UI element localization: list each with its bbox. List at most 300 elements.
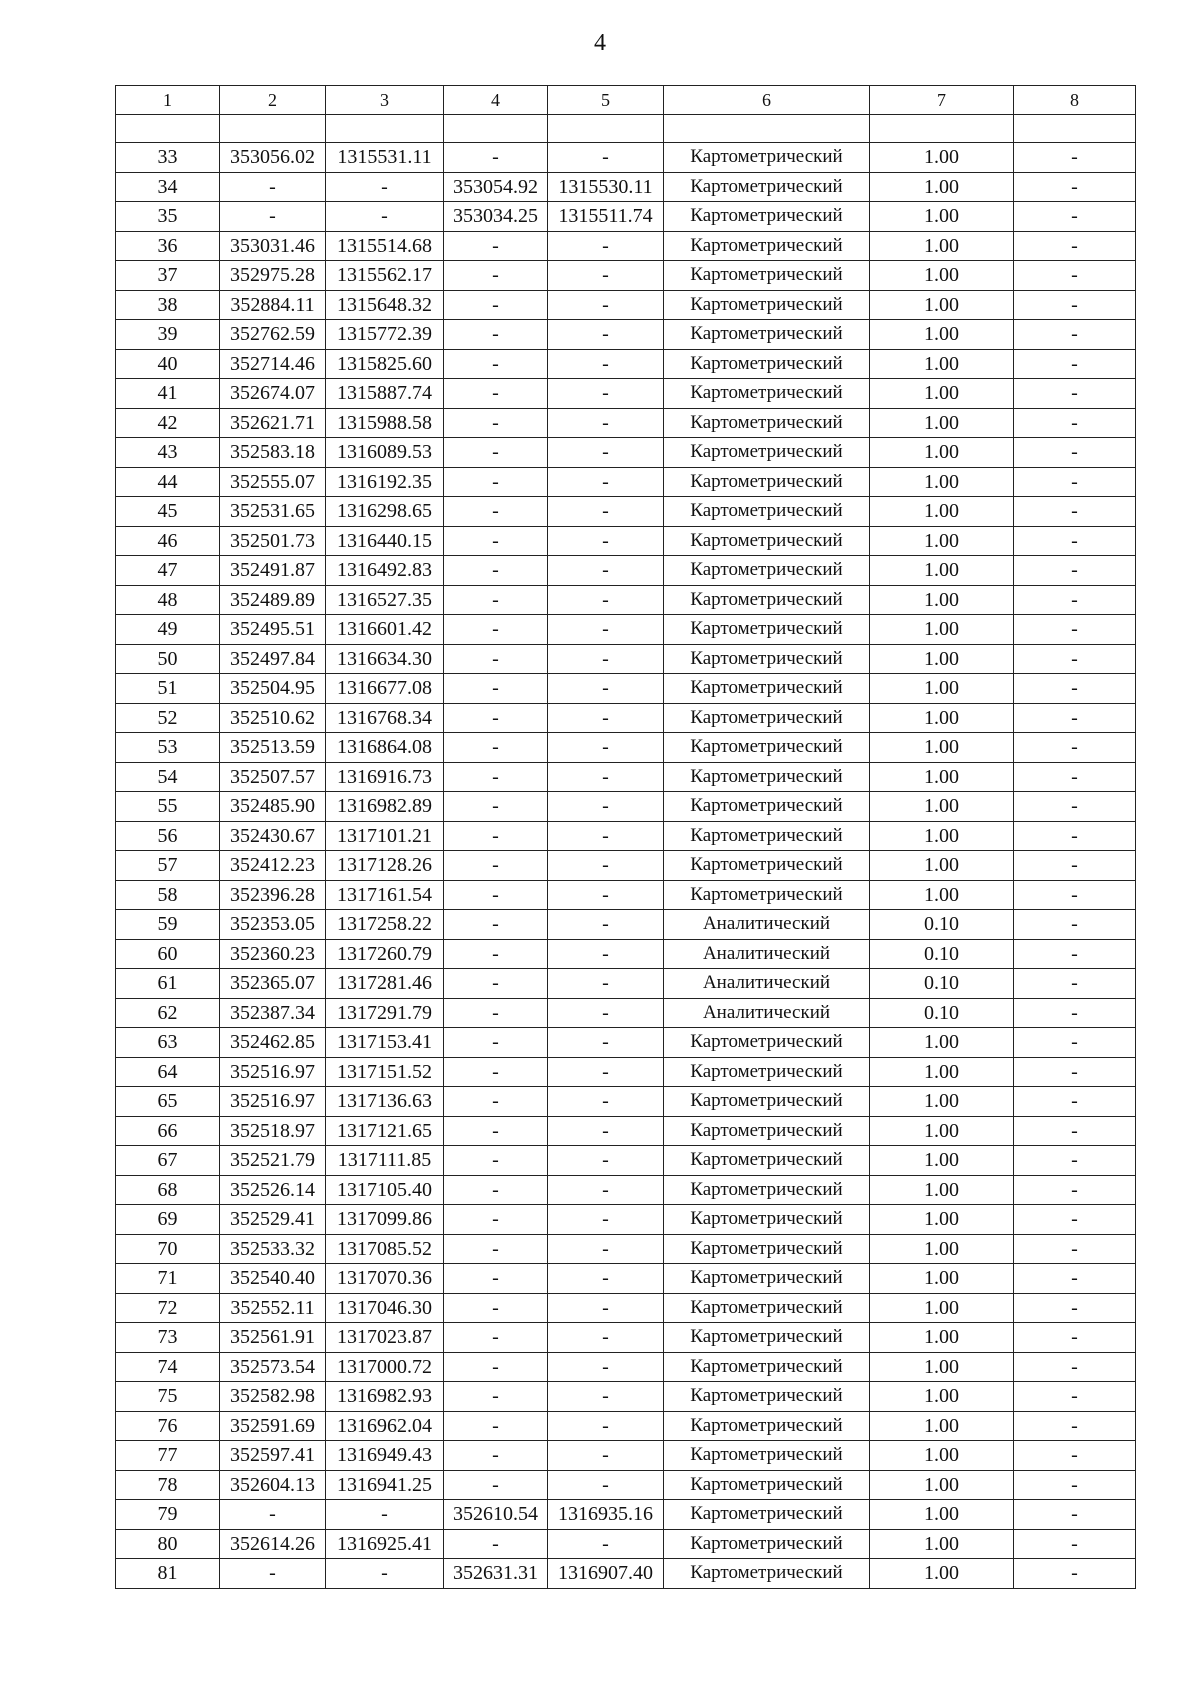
table-cell: 49 (116, 615, 220, 645)
table-cell: 1.00 (870, 1382, 1014, 1412)
table-cell: Картометрический (664, 1470, 870, 1500)
table-cell: Картометрический (664, 143, 870, 173)
table-cell: - (1014, 1559, 1136, 1589)
table-cell: Картометрический (664, 231, 870, 261)
table-cell: - (1014, 438, 1136, 468)
table-cell: Картометрический (664, 261, 870, 291)
table-cell: - (548, 851, 664, 881)
table-cell: - (444, 1116, 548, 1146)
table-cell: 1316935.16 (548, 1500, 664, 1530)
table-cell: - (1014, 969, 1136, 999)
table-cell: 1316440.15 (326, 526, 444, 556)
table-row (116, 644, 1136, 674)
table-cell: 1315772.39 (326, 320, 444, 350)
table-cell: - (1014, 733, 1136, 763)
table-row (116, 1264, 1136, 1294)
table-cell: 1316192.35 (326, 467, 444, 497)
table-row (116, 674, 1136, 704)
table-cell: 1317258.22 (326, 910, 444, 940)
table-cell: 352582.98 (220, 1382, 326, 1412)
table-cell: - (326, 172, 444, 202)
table-row (116, 880, 1136, 910)
table-cell: - (444, 762, 548, 792)
table-cell: 45 (116, 497, 220, 527)
table-cell: 352762.59 (220, 320, 326, 350)
table-cell: 1316982.93 (326, 1382, 444, 1412)
table-cell: - (1014, 998, 1136, 1028)
table-row (116, 467, 1136, 497)
table-row (116, 851, 1136, 881)
table-cell: 1.00 (870, 1175, 1014, 1205)
table-cell: 53 (116, 733, 220, 763)
table-cell: 1.00 (870, 1028, 1014, 1058)
table-cell: 66 (116, 1116, 220, 1146)
table-row (116, 1205, 1136, 1235)
table-cell: 352501.73 (220, 526, 326, 556)
table-cell: 1.00 (870, 202, 1014, 232)
table-cell: 1315530.11 (548, 172, 664, 202)
table-cell: 81 (116, 1559, 220, 1589)
table-cell: - (548, 1234, 664, 1264)
table-cell: - (1014, 526, 1136, 556)
table-cell: - (1014, 939, 1136, 969)
table-cell: - (444, 1441, 548, 1471)
table-cell: - (1014, 762, 1136, 792)
table-cell: 51 (116, 674, 220, 704)
table-cell: - (548, 1323, 664, 1353)
table-cell: - (444, 910, 548, 940)
table-cell: 352610.54 (444, 1500, 548, 1530)
table-cell: 78 (116, 1470, 220, 1500)
table-row (116, 1028, 1136, 1058)
table-cell: 46 (116, 526, 220, 556)
table-cell: 71 (116, 1264, 220, 1294)
table-cell: - (444, 585, 548, 615)
table-cell: 0.10 (870, 910, 1014, 940)
table-cell: - (444, 1529, 548, 1559)
table-cell: - (220, 1500, 326, 1530)
table-cell: 1317105.40 (326, 1175, 444, 1205)
table-row (116, 1234, 1136, 1264)
table-cell: - (548, 379, 664, 409)
table-cell: 1.00 (870, 438, 1014, 468)
table-cell: Картометрический (664, 1352, 870, 1382)
table-cell: 352491.87 (220, 556, 326, 586)
table-row (116, 1441, 1136, 1471)
table-cell: - (548, 998, 664, 1028)
table-cell: - (548, 880, 664, 910)
table-row (116, 1323, 1136, 1353)
table-cell: Аналитический (664, 969, 870, 999)
table-cell: 1316492.83 (326, 556, 444, 586)
table-cell: Картометрический (664, 290, 870, 320)
table-cell: Картометрический (664, 1323, 870, 1353)
table-cell: 77 (116, 1441, 220, 1471)
table-cell: - (548, 1352, 664, 1382)
table-cell: - (444, 497, 548, 527)
table-cell: 37 (116, 261, 220, 291)
table-cell: 352516.97 (220, 1087, 326, 1117)
table-cell: 1.00 (870, 733, 1014, 763)
table-cell: Картометрический (664, 438, 870, 468)
table-cell: 34 (116, 172, 220, 202)
table-cell: 352485.90 (220, 792, 326, 822)
table-cell: - (444, 703, 548, 733)
table-cell: 60 (116, 939, 220, 969)
table-cell: 1316864.08 (326, 733, 444, 763)
table-cell: 1.00 (870, 1411, 1014, 1441)
table-cell: - (1014, 497, 1136, 527)
table-cell: 1316768.34 (326, 703, 444, 733)
table-cell: 352526.14 (220, 1175, 326, 1205)
table-row (116, 556, 1136, 586)
table-cell: 1.00 (870, 585, 1014, 615)
table-cell: - (548, 615, 664, 645)
table-cell: Картометрический (664, 467, 870, 497)
table-cell: Картометрический (664, 851, 870, 881)
table-cell: 39 (116, 320, 220, 350)
table-cell: 1.00 (870, 556, 1014, 586)
table-cell: 352573.54 (220, 1352, 326, 1382)
table-cell: 352516.97 (220, 1057, 326, 1087)
table-cell: 1.00 (870, 1264, 1014, 1294)
table-cell: 1317023.87 (326, 1323, 444, 1353)
table-cell: Картометрический (664, 556, 870, 586)
table-cell: - (444, 349, 548, 379)
table-cell: - (548, 1116, 664, 1146)
table-cell: - (548, 1028, 664, 1058)
table-cell: 352510.62 (220, 703, 326, 733)
table-cell: - (444, 1057, 548, 1087)
table-cell: Картометрический (664, 1234, 870, 1264)
table-cell: - (1014, 821, 1136, 851)
table-cell: 74 (116, 1352, 220, 1382)
table-cell: - (548, 1205, 664, 1235)
table-cell: - (444, 261, 548, 291)
table-cell: - (326, 202, 444, 232)
table-row (116, 910, 1136, 940)
table-cell: - (1014, 674, 1136, 704)
table-row (116, 1411, 1136, 1441)
table-cell: Аналитический (664, 998, 870, 1028)
table-cell (444, 115, 548, 143)
table-cell: 79 (116, 1500, 220, 1530)
table-cell: 352507.57 (220, 762, 326, 792)
table-cell: 55 (116, 792, 220, 822)
table-cell: - (1014, 1441, 1136, 1471)
table-cell: - (1014, 143, 1136, 173)
table-cell: 1316634.30 (326, 644, 444, 674)
table-cell: Картометрический (664, 1529, 870, 1559)
table-cell: - (444, 526, 548, 556)
table-cell: 1315988.58 (326, 408, 444, 438)
table-cell: - (444, 851, 548, 881)
table-cell: 1317000.72 (326, 1352, 444, 1382)
table-cell: 352714.46 (220, 349, 326, 379)
table-cell: - (444, 1234, 548, 1264)
table-cell: - (1014, 1529, 1136, 1559)
table-cell: - (444, 1352, 548, 1382)
table-cell: 1.00 (870, 821, 1014, 851)
table-cell: 1316941.25 (326, 1470, 444, 1500)
table-cell: 1.00 (870, 526, 1014, 556)
table-cell: 62 (116, 998, 220, 1028)
table-cell: - (444, 1146, 548, 1176)
table-cell: - (444, 1175, 548, 1205)
table-cell: 76 (116, 1411, 220, 1441)
table-cell: 1317291.79 (326, 998, 444, 1028)
table-cell: 1.00 (870, 1146, 1014, 1176)
table-row (116, 1087, 1136, 1117)
table-cell: - (1014, 1382, 1136, 1412)
header-cell: 8 (1014, 86, 1136, 115)
table-cell: 1.00 (870, 1470, 1014, 1500)
table-cell: - (444, 1411, 548, 1441)
table-cell: - (444, 1028, 548, 1058)
header-cell: 5 (548, 86, 664, 115)
table-cell: - (548, 969, 664, 999)
table-cell: 1.00 (870, 320, 1014, 350)
table-row (116, 998, 1136, 1028)
table-cell: 1.00 (870, 1500, 1014, 1530)
table-cell: 352583.18 (220, 438, 326, 468)
table-cell: 353034.25 (444, 202, 548, 232)
table-cell: - (1014, 1028, 1136, 1058)
table-cell: 50 (116, 644, 220, 674)
table-cell: - (444, 231, 548, 261)
table-cell (664, 115, 870, 143)
table-cell: 1315562.17 (326, 261, 444, 291)
table-cell: - (444, 939, 548, 969)
table-cell: - (1014, 1411, 1136, 1441)
table-cell: 1.00 (870, 1087, 1014, 1117)
table-cell: 1316925.41 (326, 1529, 444, 1559)
table-cell: - (444, 998, 548, 1028)
table-cell: - (1014, 1116, 1136, 1146)
table-cell: 36 (116, 231, 220, 261)
table-cell: - (1014, 261, 1136, 291)
table-cell: 1.00 (870, 172, 1014, 202)
table-cell: - (1014, 1470, 1136, 1500)
table-row (116, 1382, 1136, 1412)
table-cell: 352462.85 (220, 1028, 326, 1058)
table-cell: - (444, 733, 548, 763)
table-cell: 1.00 (870, 1529, 1014, 1559)
table-cell: 1.00 (870, 1205, 1014, 1235)
table-cell: 352387.34 (220, 998, 326, 1028)
table-cell: 67 (116, 1146, 220, 1176)
table-cell: - (1014, 1175, 1136, 1205)
table-cell: 352631.31 (444, 1559, 548, 1589)
coordinates-table (115, 85, 1136, 1589)
table-row (116, 1352, 1136, 1382)
table-cell: Картометрический (664, 1205, 870, 1235)
table-cell: - (548, 1264, 664, 1294)
table-cell: - (548, 1293, 664, 1323)
table-cell: Картометрический (664, 1175, 870, 1205)
table-cell: 352353.05 (220, 910, 326, 940)
table-cell: - (548, 1441, 664, 1471)
table-cell: - (1014, 880, 1136, 910)
table-cell: 1317121.65 (326, 1116, 444, 1146)
table-cell: 352521.79 (220, 1146, 326, 1176)
table-cell: 63 (116, 1028, 220, 1058)
table-cell: 1.00 (870, 290, 1014, 320)
page-number: 4 (594, 30, 606, 56)
table-cell: - (1014, 556, 1136, 586)
table-cell: 1317101.21 (326, 821, 444, 851)
table-cell: 73 (116, 1323, 220, 1353)
table-cell: 1.00 (870, 1293, 1014, 1323)
table-cell: - (1014, 379, 1136, 409)
table-cell: 69 (116, 1205, 220, 1235)
table-row (116, 703, 1136, 733)
table-cell: - (548, 526, 664, 556)
table-cell: - (1014, 202, 1136, 232)
table-cell: Картометрический (664, 497, 870, 527)
table-cell: 1.00 (870, 762, 1014, 792)
table-cell: - (1014, 1293, 1136, 1323)
table-cell (326, 115, 444, 143)
table-cell: - (1014, 1234, 1136, 1264)
table-cell: - (444, 1323, 548, 1353)
table-row (116, 379, 1136, 409)
table-cell: Картометрический (664, 644, 870, 674)
table-empty-row (116, 115, 1136, 143)
table-cell: - (548, 497, 664, 527)
table-cell: Картометрический (664, 408, 870, 438)
table-cell: Картометрический (664, 349, 870, 379)
table-row (116, 261, 1136, 291)
table-cell: 56 (116, 821, 220, 851)
table-cell: 41 (116, 379, 220, 409)
table-cell: - (548, 703, 664, 733)
table-cell: 352489.89 (220, 585, 326, 615)
table-cell: - (326, 1500, 444, 1530)
table-cell: Аналитический (664, 910, 870, 940)
table-row (116, 290, 1136, 320)
table-cell: - (548, 231, 664, 261)
table-cell: 0.10 (870, 998, 1014, 1028)
table-cell: - (548, 733, 664, 763)
table-cell: 1317161.54 (326, 880, 444, 910)
table-cell: Картометрический (664, 615, 870, 645)
header-cell: 1 (116, 86, 220, 115)
header-cell: 2 (220, 86, 326, 115)
table-cell: 70 (116, 1234, 220, 1264)
table-cell: - (548, 349, 664, 379)
table-cell: - (548, 1146, 664, 1176)
table-row (116, 1175, 1136, 1205)
table-row (116, 733, 1136, 763)
table-cell: 353031.46 (220, 231, 326, 261)
table-cell: 352540.40 (220, 1264, 326, 1294)
table-cell: - (1014, 1264, 1136, 1294)
table-cell: 1315514.68 (326, 231, 444, 261)
table-row (116, 762, 1136, 792)
table-cell: 1.00 (870, 792, 1014, 822)
table-cell: - (1014, 1057, 1136, 1087)
table-row (116, 143, 1136, 173)
table-cell: 1315887.74 (326, 379, 444, 409)
table-cell: 57 (116, 851, 220, 881)
table-cell: 1315531.11 (326, 143, 444, 173)
table-cell: 352533.32 (220, 1234, 326, 1264)
table-cell: Картометрический (664, 526, 870, 556)
header-cell: 7 (870, 86, 1014, 115)
table-cell: 0.10 (870, 939, 1014, 969)
table-cell: 72 (116, 1293, 220, 1323)
table-cell: - (548, 821, 664, 851)
table-row (116, 939, 1136, 969)
table-cell: 1.00 (870, 231, 1014, 261)
table-cell: - (548, 438, 664, 468)
table-cell: Картометрический (664, 585, 870, 615)
table-cell: 1316916.73 (326, 762, 444, 792)
table-cell: 54 (116, 762, 220, 792)
table-cell: 35 (116, 202, 220, 232)
table-cell: Картометрический (664, 792, 870, 822)
table-cell: 38 (116, 290, 220, 320)
table-cell: 1316298.65 (326, 497, 444, 527)
table-cell: - (444, 408, 548, 438)
table-cell: 352529.41 (220, 1205, 326, 1235)
table-cell: - (548, 762, 664, 792)
table-cell: - (444, 969, 548, 999)
table-cell: 352561.91 (220, 1323, 326, 1353)
table-cell: 1.00 (870, 1352, 1014, 1382)
table-cell: 75 (116, 1382, 220, 1412)
table-cell (220, 115, 326, 143)
table-cell: - (1014, 851, 1136, 881)
table-cell: - (1014, 703, 1136, 733)
table-row (116, 231, 1136, 261)
table-cell: Аналитический (664, 939, 870, 969)
table-cell: - (548, 1470, 664, 1500)
table-cell: Картометрический (664, 1028, 870, 1058)
table-cell: 1317070.36 (326, 1264, 444, 1294)
table-cell: - (220, 1559, 326, 1589)
table-cell: - (548, 939, 664, 969)
table-cell: Картометрический (664, 1500, 870, 1530)
table-cell: 64 (116, 1057, 220, 1087)
table-cell (1014, 115, 1136, 143)
table-cell: 1317111.85 (326, 1146, 444, 1176)
table-cell: - (444, 1264, 548, 1294)
table-cell: 1.00 (870, 674, 1014, 704)
table-row (116, 408, 1136, 438)
table-cell: - (444, 792, 548, 822)
table-cell: 1316677.08 (326, 674, 444, 704)
table-cell: - (1014, 320, 1136, 350)
table-cell: 47 (116, 556, 220, 586)
table-cell: 52 (116, 703, 220, 733)
table-cell: - (444, 143, 548, 173)
table-cell: 1.00 (870, 467, 1014, 497)
table-cell: - (1014, 1352, 1136, 1382)
table-row (116, 438, 1136, 468)
table-cell: 352518.97 (220, 1116, 326, 1146)
table-cell: - (1014, 172, 1136, 202)
table-cell: 1317046.30 (326, 1293, 444, 1323)
table-cell: 1317153.41 (326, 1028, 444, 1058)
table-cell: 1.00 (870, 1234, 1014, 1264)
table-cell: 1316907.40 (548, 1559, 664, 1589)
table-cell: 1317099.86 (326, 1205, 444, 1235)
table-cell: - (548, 1382, 664, 1412)
table-row (116, 1116, 1136, 1146)
table-cell: 68 (116, 1175, 220, 1205)
